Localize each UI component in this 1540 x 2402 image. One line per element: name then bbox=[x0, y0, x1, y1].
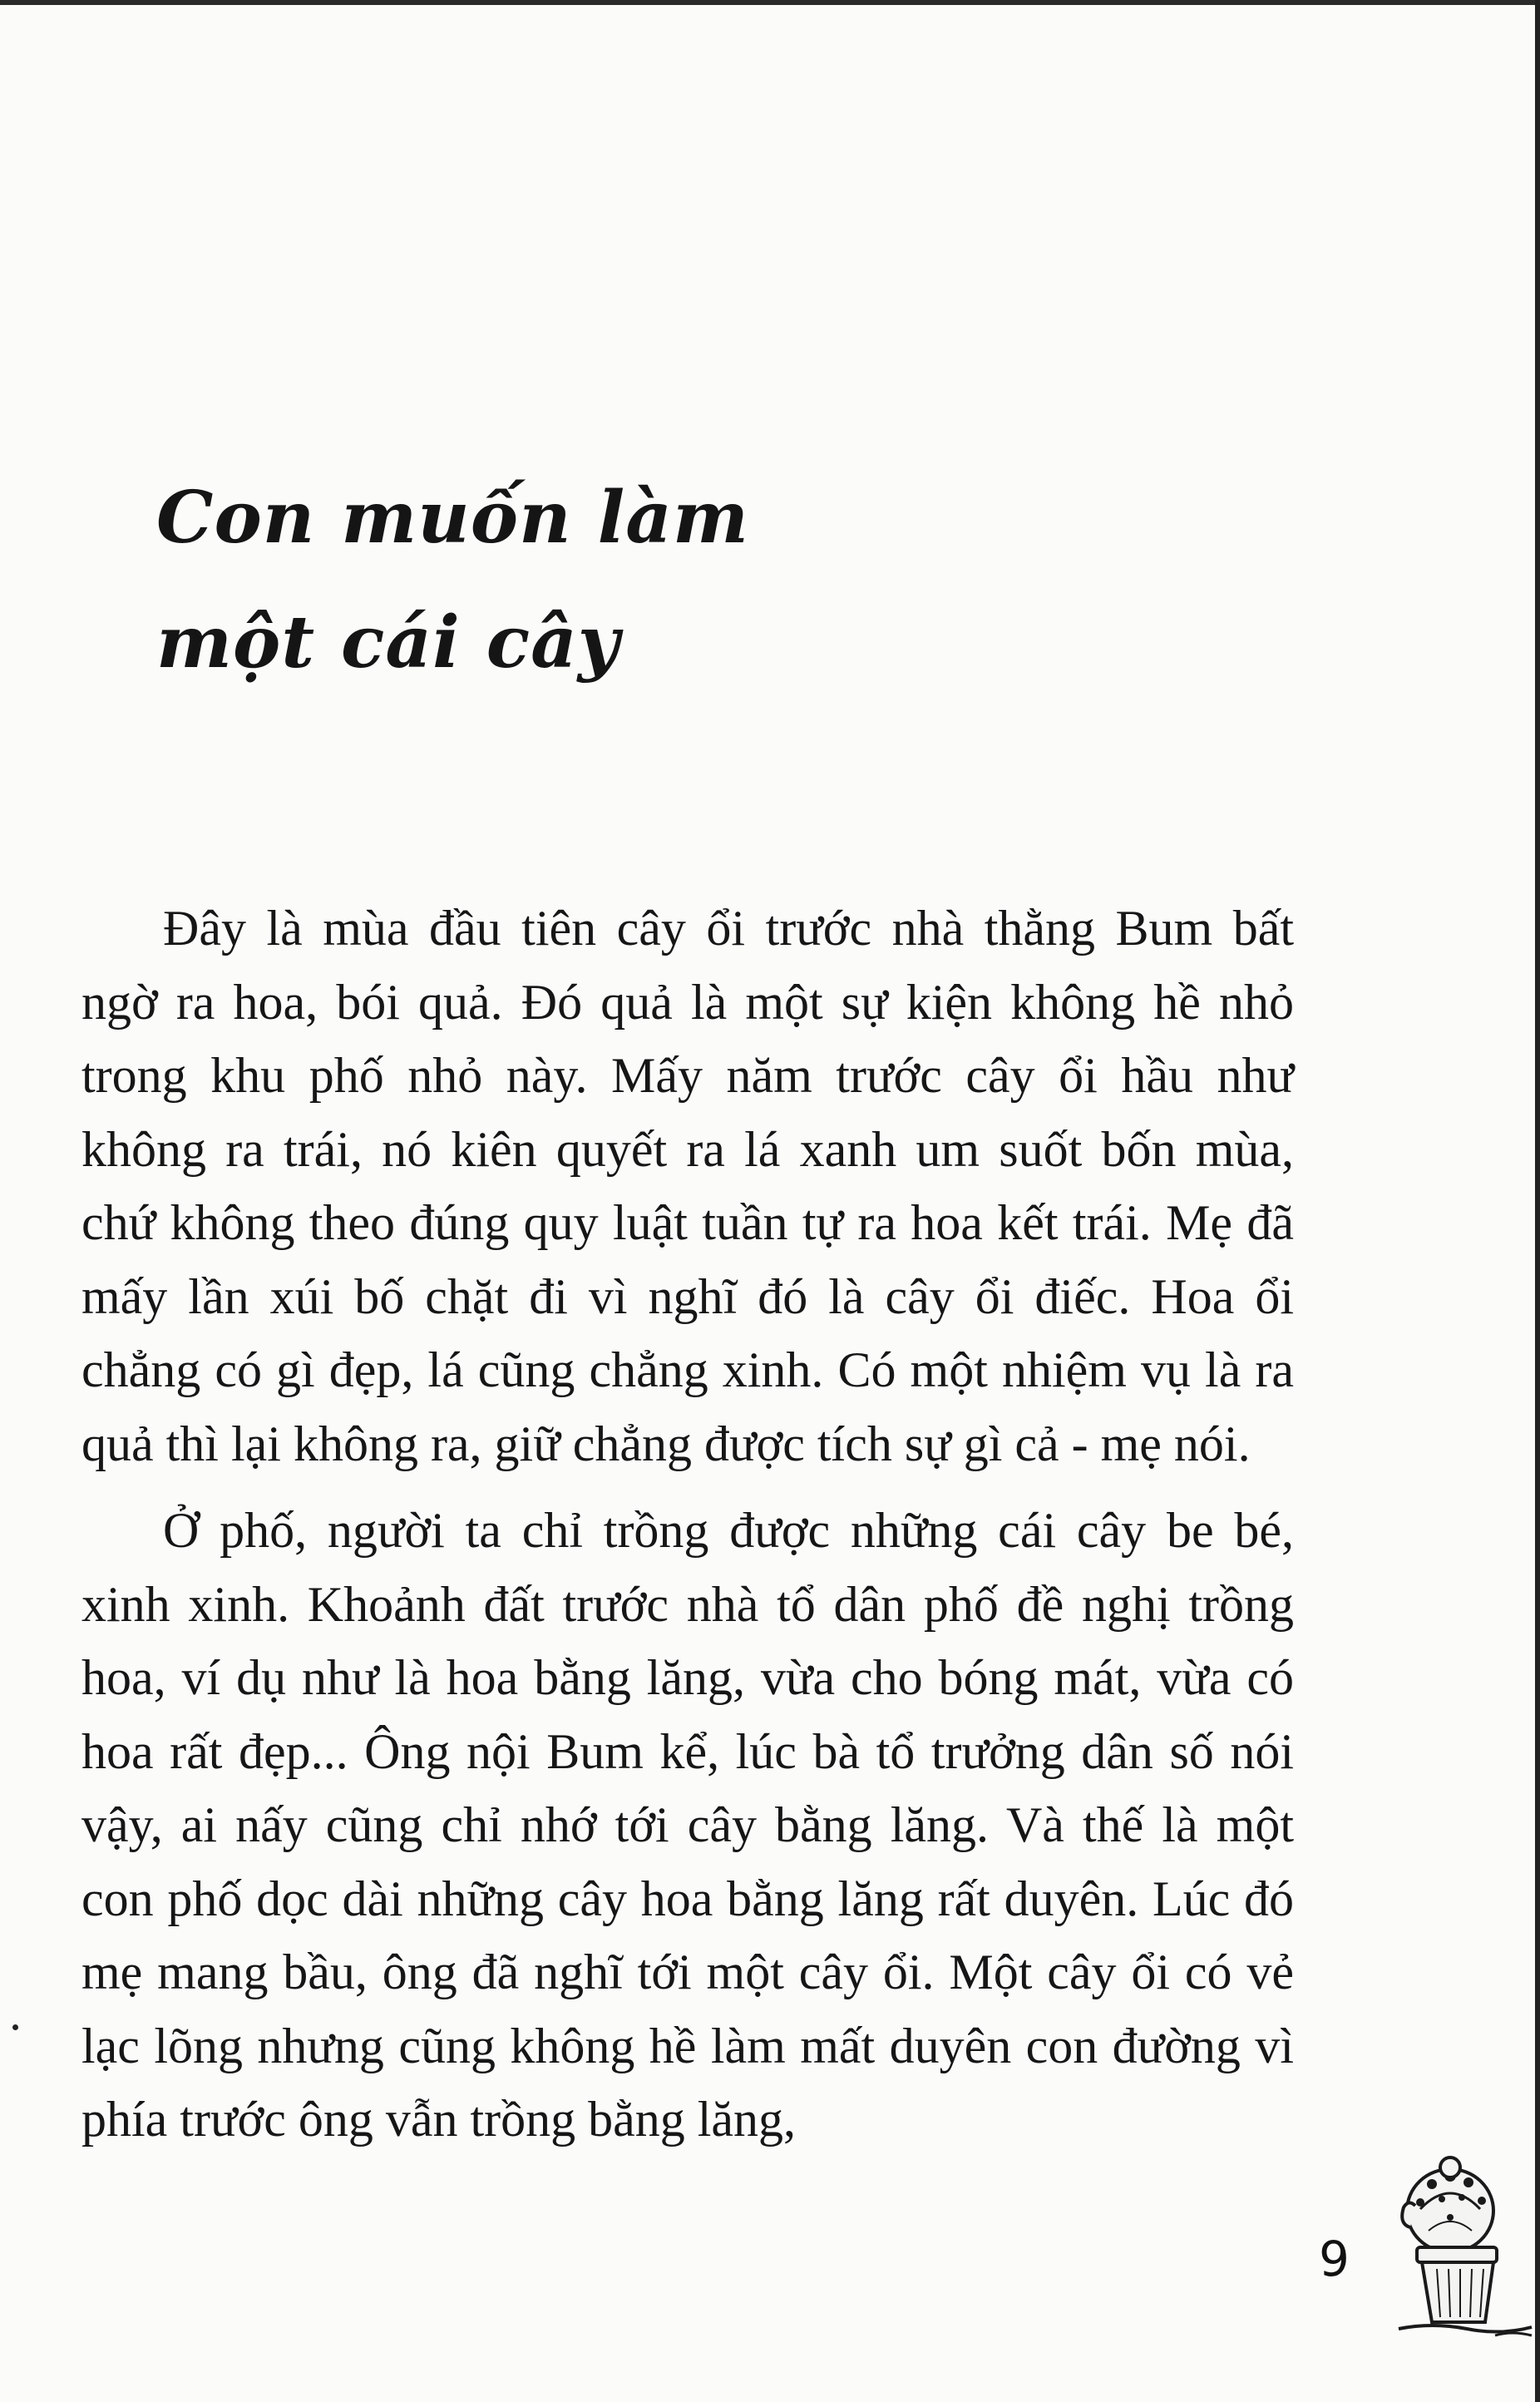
potted-cactus-icon bbox=[1395, 2151, 1535, 2350]
paragraph-2: Ở phố, người ta chỉ trồng được những cái cây be bé, xinh xinh. Khoảnh đất trước nhà tổ dân phố đề nghị trồng hoa, ví dụ như là hoa bằng lăng, vừa cho bóng mát, vừa có hoa rất đẹp... Ông nội Bum kể, lúc bà tổ trưởng dân số nói vậy, ai nấy cũng chỉ nhớ tới cây bằng lăng. Và thế là một con phố dọc dài những cây hoa bằng lăng rất duyên. Lúc đó mẹ mang bầu, ông đã nghĩ tới một cây ổi. Một cây ổi có vẻ lạc lõng nhưng cũng không hề làm mất duyên con đường vì phía trước ông vẫn trồng bằng lăng, bbox=[81, 1503, 1294, 2147]
chapter-title-line-2: một cái cây bbox=[156, 600, 620, 685]
page-number: 9 bbox=[1319, 2231, 1350, 2287]
body-text bbox=[81, 892, 1294, 2157]
page-right-edge bbox=[1535, 0, 1540, 2402]
paragraph-1: Đây là mùa đầu tiên cây ổi trước nhà thằng Bum bất ngờ ra hoa, bói quả. Đó quả là một sự kiện không hề nhỏ trong khu phố nhỏ này. Mấy năm trước cây ổi hầu như không ra trái, nó kiên quyết ra lá xanh um suốt bốn mùa, chứ không theo đúng quy luật tuần tự ra hoa kết trái. Mẹ đã mấy lần xúi bố chặt đi vì nghĩ đó là cây ổi điếc. Hoa ổi chẳng có gì đẹp, lá cũng chẳng xinh. Có một nhiệm vụ là ra quả thì lại không ra, giữ chẳng được tích sự gì cả - mẹ nói. bbox=[81, 901, 1294, 1471]
chapter-title-line-1: Con muốn làm bbox=[156, 476, 750, 560]
scan-speck bbox=[12, 2024, 18, 2030]
chapter-title bbox=[156, 456, 905, 705]
page-top-edge bbox=[0, 0, 1540, 5]
